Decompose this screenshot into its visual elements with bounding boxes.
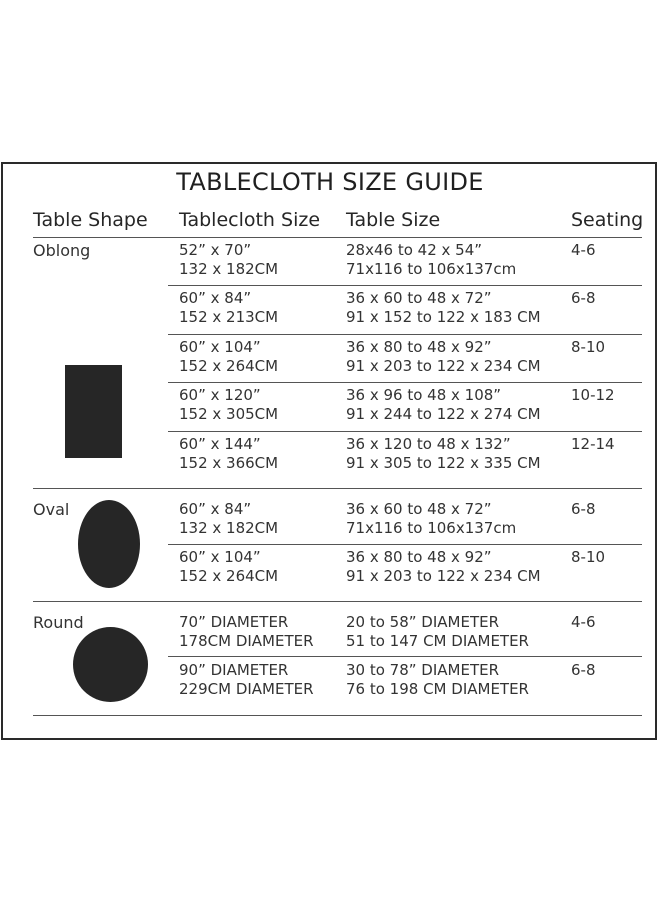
group-divider: [33, 488, 642, 489]
table-size-in: 36 x 80 to 48 x 92”: [346, 338, 492, 356]
table-size-cm: 91 x 305 to 122 x 335 CM: [346, 454, 541, 472]
cloth-size-cm: 152 x 264CM: [179, 357, 279, 375]
seating-value: 4-6: [571, 613, 596, 631]
oblong-shape-icon: [65, 365, 122, 458]
cloth-size-in: 90” DIAMETER: [179, 661, 289, 679]
group-divider: [33, 601, 642, 602]
table-size-cm: 91 x 203 to 122 x 234 CM: [346, 567, 541, 585]
table-size-in: 30 to 78” DIAMETER: [346, 661, 500, 679]
row-divider: [168, 285, 642, 286]
table-size-in: 36 x 60 to 48 x 72”: [346, 500, 492, 518]
seating-value: 6-8: [571, 289, 596, 307]
shape-label-oblong: Oblong: [33, 241, 91, 260]
row-divider: [168, 382, 642, 383]
cloth-size-cm: 132 x 182CM: [179, 260, 279, 278]
table-size-cm: 51 to 147 CM DIAMETER: [346, 632, 529, 650]
shape-label-round: Round: [33, 613, 84, 632]
table-size-cm: 71x116 to 106x137cm: [346, 519, 517, 537]
table-size-cm: 71x116 to 106x137cm: [346, 260, 517, 278]
cloth-size-cm: 132 x 182CM: [179, 519, 279, 537]
table-size-in: 28x46 to 42 x 54”: [346, 241, 483, 259]
seating-value: 6-8: [571, 661, 596, 679]
table-size-cm: 76 to 198 CM DIAMETER: [346, 680, 529, 698]
header-tablecloth-size: Tablecloth Size: [179, 209, 321, 231]
header-table-size: Table Size: [346, 209, 441, 231]
cloth-size-in: 60” x 84”: [179, 500, 252, 518]
table-size-cm: 91 x 152 to 122 x 183 CM: [346, 308, 541, 326]
cloth-size-in: 60” x 144”: [179, 435, 261, 453]
table-size-in: 36 x 120 to 48 x 132”: [346, 435, 511, 453]
cloth-size-in: 60” x 120”: [179, 386, 261, 404]
table-size-cm: 91 x 244 to 122 x 274 CM: [346, 405, 541, 423]
cloth-size-cm: 178CM DIAMETER: [179, 632, 314, 650]
header-seating: Seating: [571, 209, 644, 231]
seating-value: 4-6: [571, 241, 596, 259]
bottom-divider: [33, 715, 642, 716]
guide-title: TABLECLOTH SIZE GUIDE: [176, 168, 484, 196]
round-shape-icon: [73, 627, 148, 702]
row-divider: [168, 656, 642, 657]
table-size-in: 36 x 80 to 48 x 92”: [346, 548, 492, 566]
shape-label-oval: Oval: [33, 500, 70, 519]
cloth-size-cm: 152 x 264CM: [179, 567, 279, 585]
cloth-size-cm: 152 x 366CM: [179, 454, 279, 472]
header-table-shape: Table Shape: [33, 209, 148, 231]
cloth-size-in: 60” x 104”: [179, 338, 261, 356]
seating-value: 8-10: [571, 338, 606, 356]
row-divider: [168, 544, 642, 545]
table-size-in: 36 x 60 to 48 x 72”: [346, 289, 492, 307]
seating-value: 8-10: [571, 548, 606, 566]
seating-value: 6-8: [571, 500, 596, 518]
row-divider: [168, 334, 642, 335]
seating-value: 10-12: [571, 386, 615, 404]
cloth-size-cm: 152 x 213CM: [179, 308, 279, 326]
seating-value: 12-14: [571, 435, 615, 453]
header-divider: [33, 237, 642, 238]
table-size-in: 36 x 96 to 48 x 108”: [346, 386, 502, 404]
cloth-size-cm: 152 x 305CM: [179, 405, 279, 423]
cloth-size-in: 52” x 70”: [179, 241, 252, 259]
cloth-size-in: 60” x 104”: [179, 548, 261, 566]
cloth-size-in: 70” DIAMETER: [179, 613, 289, 631]
oval-shape-icon: [78, 500, 140, 588]
table-size-cm: 91 x 203 to 122 x 234 CM: [346, 357, 541, 375]
cloth-size-cm: 229CM DIAMETER: [179, 680, 314, 698]
cloth-size-in: 60” x 84”: [179, 289, 252, 307]
table-size-in: 20 to 58” DIAMETER: [346, 613, 500, 631]
row-divider: [168, 431, 642, 432]
